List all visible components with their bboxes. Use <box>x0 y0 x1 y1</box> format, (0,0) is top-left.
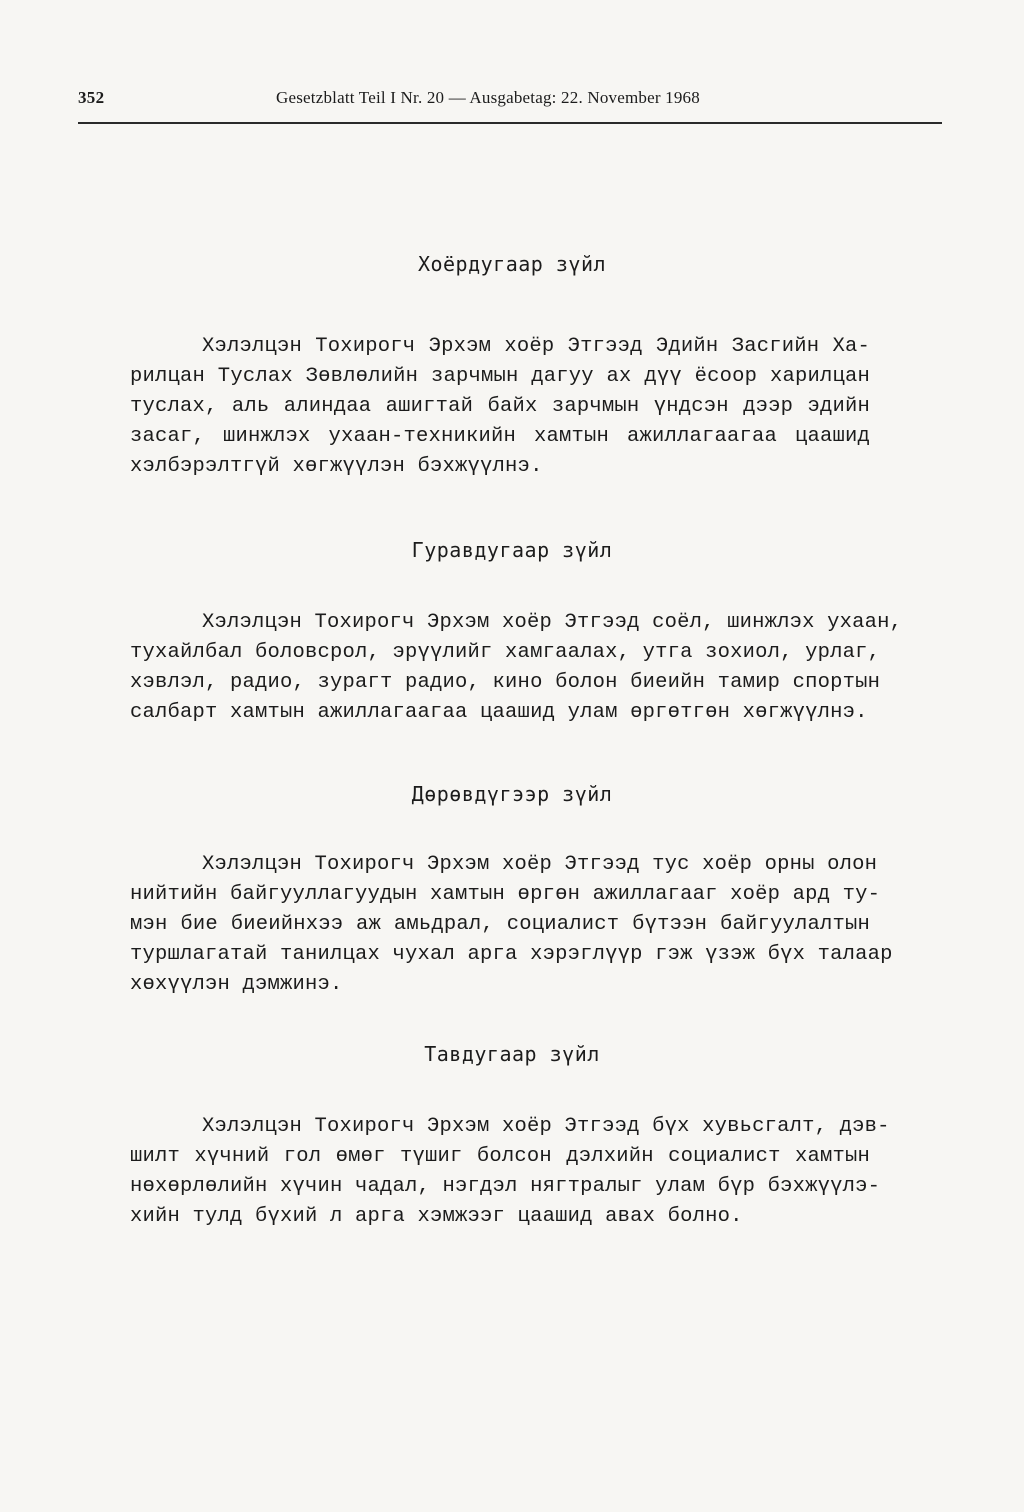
page-header <box>78 88 942 124</box>
running-head: Gesetzblatt Teil I Nr. 20 — Ausgabetag: 22. November 1968 <box>276 88 700 107</box>
paragraph-line: засаг, шинжлэх ухаан-техникийн хамтын ажиллагаагаа цаашид <box>130 425 870 448</box>
paragraph-line: хэвлэл, радио, зурагт радио, кино болон биеийн тамир спортын <box>130 671 881 694</box>
paragraph-line: Хэлэлцэн Тохирогч Эрхэм хоёр Этгээд соёл, шинжлэх ухаан, <box>202 611 903 634</box>
article-paragraph-3 <box>130 608 903 728</box>
article-paragraph-4 <box>130 850 893 1000</box>
article-title-4: Дөрөвдүгээр зүйл <box>411 782 613 806</box>
paragraph-line: мэн бие биеийнхээ аж амьдрал, социалист бүтээн байгуулалтын <box>130 913 870 936</box>
paragraph-line: Хэлэлцэн Тохирогч Эрхэм хоёр Этгээд Эдийн Засгийн Ха- <box>202 335 870 358</box>
article-title-5: Тавдугаар зүйл <box>424 1042 600 1066</box>
page-number: 352 <box>78 88 105 107</box>
paragraph-line: нөхөрлөлийн хүчин чадал, нэгдэл нягтралыг улам бүр бэхжүүлэ- <box>130 1175 881 1198</box>
paragraph-line: Хэлэлцэн Тохирогч Эрхэм хоёр Этгээд бүх хувьсгалт, дэв- <box>202 1115 890 1138</box>
paragraph-line: рилцан Туслах Зөвлөлийн зарчмын дагуу ах дүү ёсоор харилцан <box>130 365 870 388</box>
paragraph-line: шилт хүчний гол өмөг түшиг болсон дэлхийн социалист хамтын <box>130 1145 870 1168</box>
paragraph-line: Хэлэлцэн Тохирогч Эрхэм хоёр Этгээд тус хоёр орны олон <box>202 853 878 876</box>
paragraph-line: туслах, аль алиндаа ашигтай байх зарчмын үндсэн дээр эдийн <box>130 395 870 418</box>
article-paragraph-2 <box>130 332 870 482</box>
paragraph-line: тухайлбал боловсрол, эрүүлийг хамгаалах, утга зохиол, урлаг, <box>130 641 881 664</box>
paragraph-line: салбарт хамтын ажиллагаагаа цаашид улам өргөтгөн хөгжүүлнэ. <box>130 701 868 724</box>
paragraph-line: хэлбэрэлтгүй хөгжүүлэн бэхжүүлнэ. <box>130 455 543 478</box>
article-title-2: Хоёрдугаар зүйл <box>417 252 607 276</box>
paragraph-line: туршлагатай танилцах чухал арга хэрэглүүр гэж үзэж бүх талаар <box>130 943 893 966</box>
paragraph-line: нийтийн байгууллагуудын хамтын өргөн ажиллагааг хоёр ард ту- <box>130 883 881 906</box>
paragraph-line: хийн тулд бүхий л арга хэмжээг цаашид авах болно. <box>130 1205 743 1228</box>
article-paragraph-5 <box>130 1112 890 1232</box>
article-title-3: Гуравдугаар зүйл <box>411 538 613 562</box>
paragraph-line: хөхүүлэн дэмжинэ. <box>130 973 343 996</box>
